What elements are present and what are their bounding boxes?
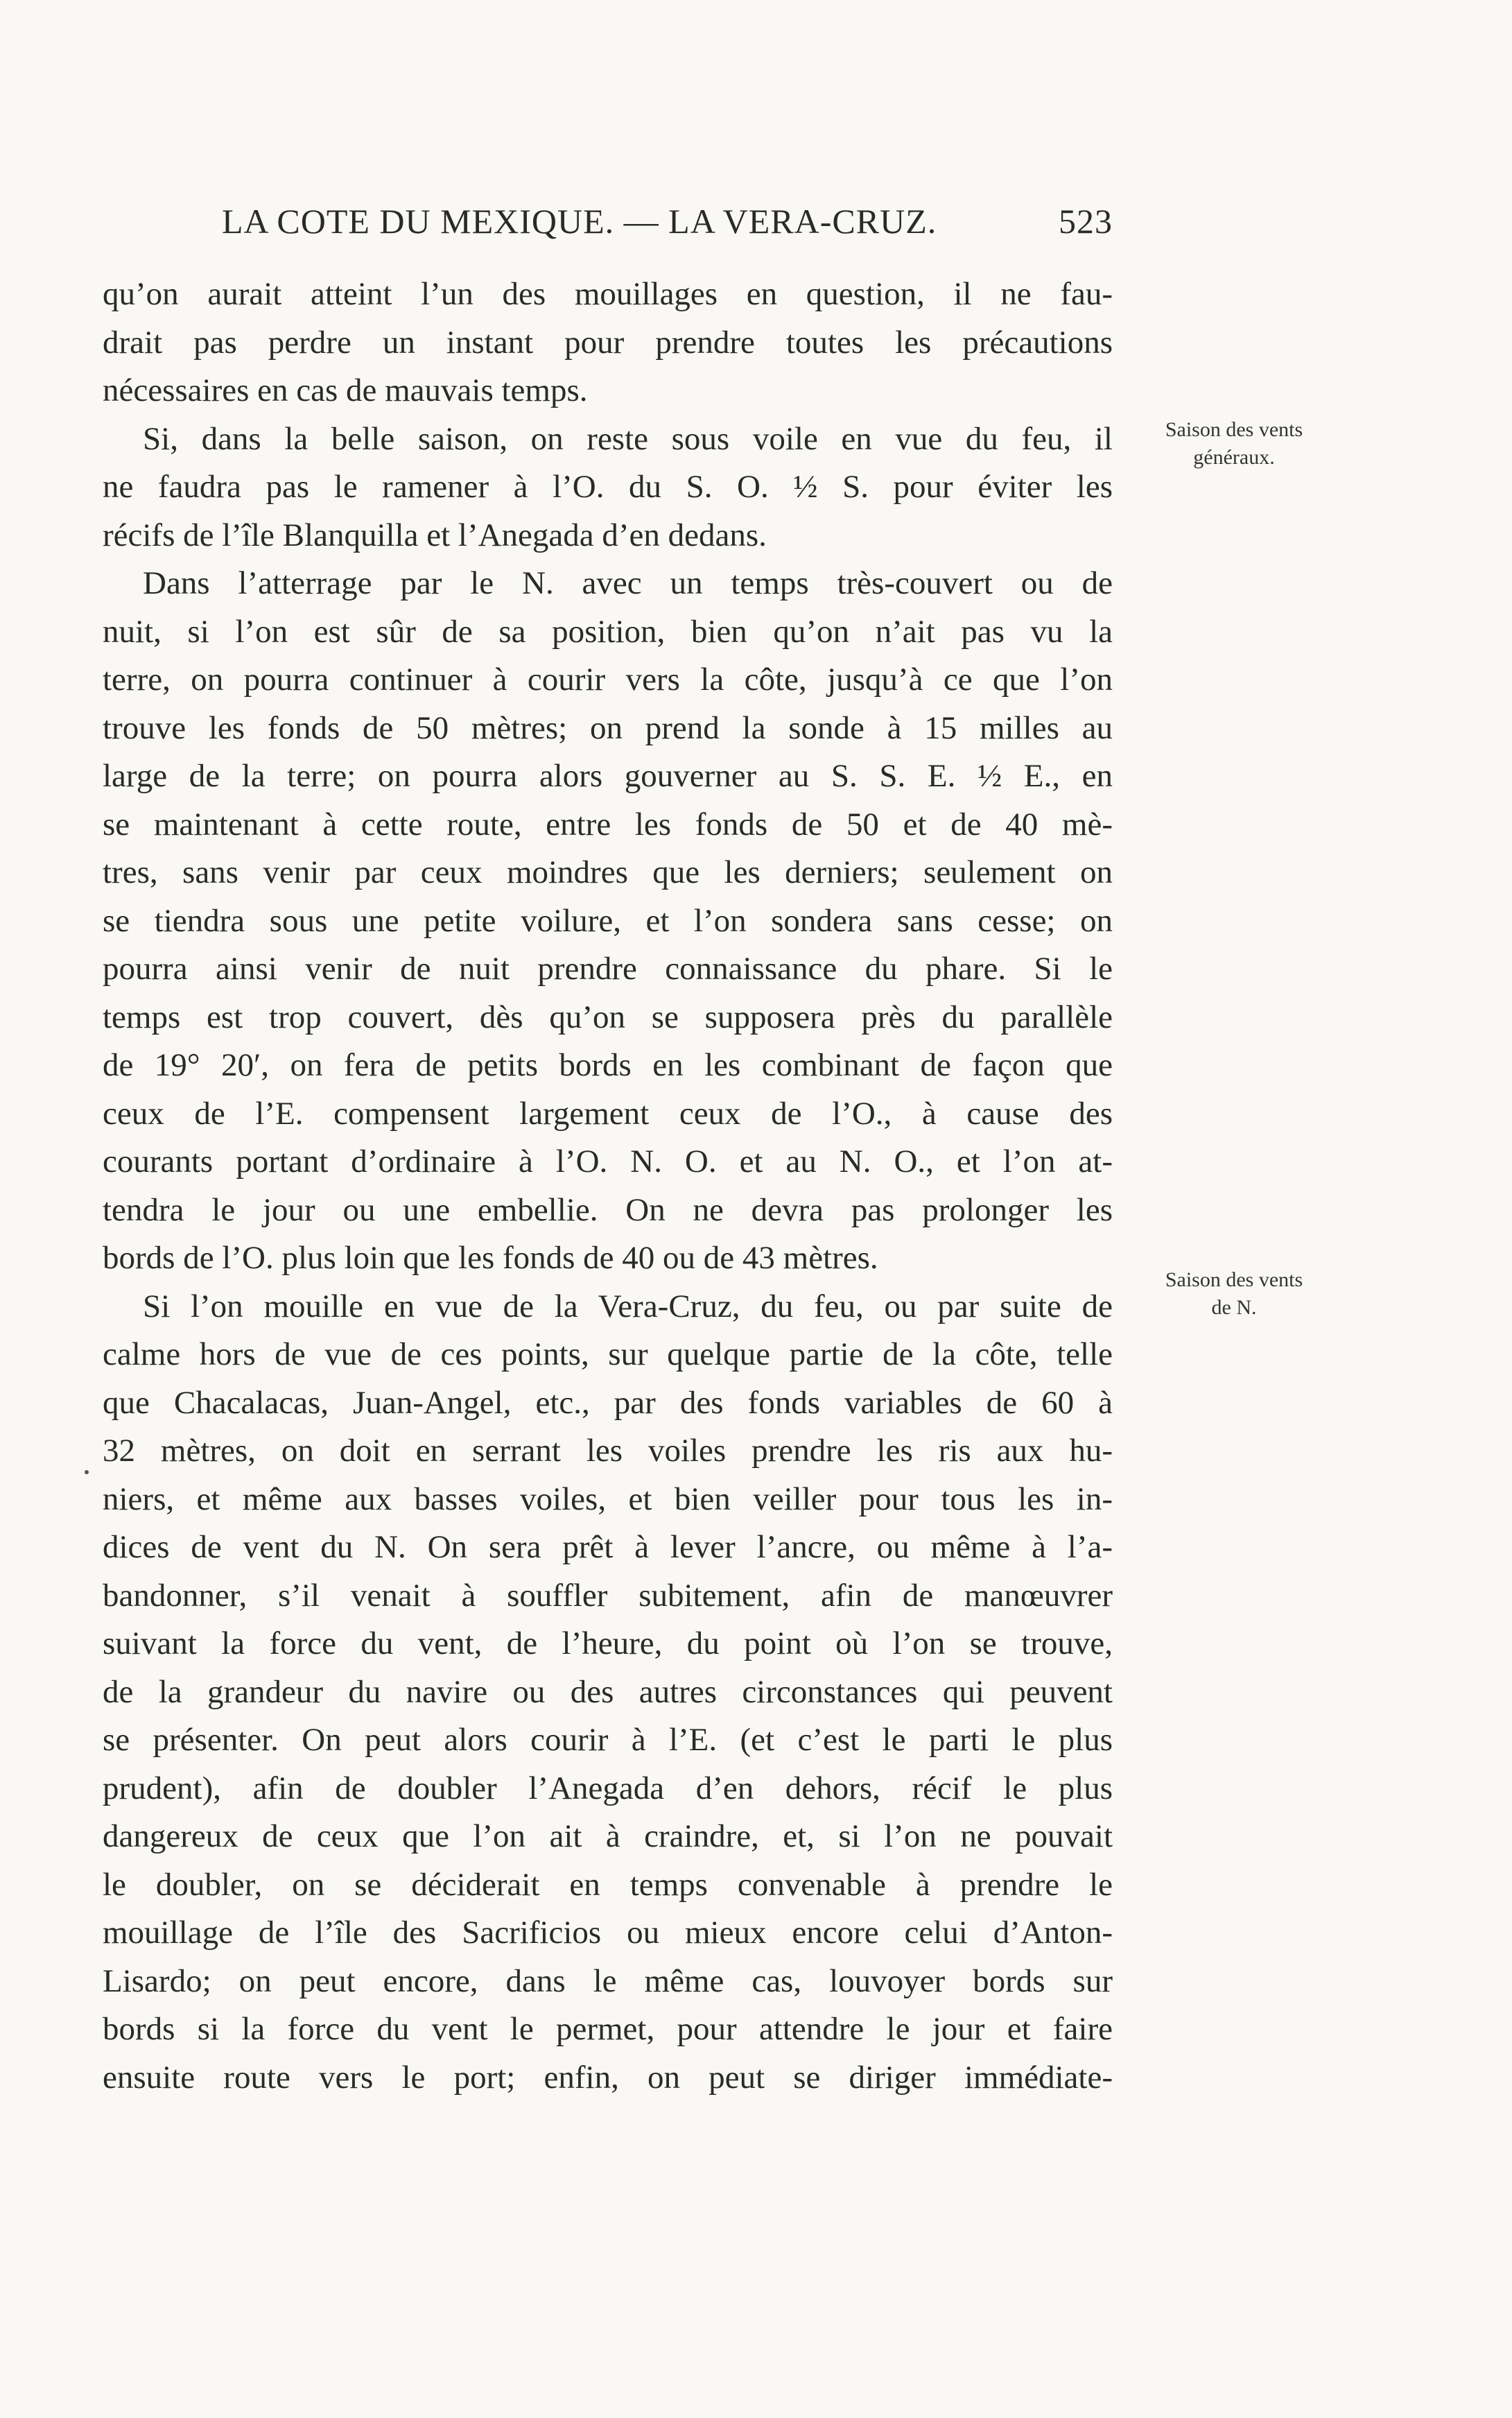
text-line: de 19° 20′, on fera de petits bords en les combinant de façon que bbox=[103, 1047, 1113, 1083]
text-line: calme hors de vue de ces points, sur quelque partie de la côte, telle bbox=[103, 1336, 1113, 1372]
text-line: 32 mètres, on doit en serrant les voiles prendre les ris aux hu- bbox=[103, 1433, 1113, 1469]
text-line: bords de l’O. plus loin que les fonds de 40 ou de 43 mètres. bbox=[103, 1240, 878, 1276]
text-line: dices de vent du N. On sera prêt à lever l’ancre, ou même à l’a- bbox=[103, 1529, 1113, 1565]
text-line: Dans l’atterrage par le N. avec un temps très-couvert ou de bbox=[143, 565, 1113, 601]
margin-note bbox=[1130, 416, 1338, 472]
margin-note-line: généraux. bbox=[1193, 446, 1275, 469]
text-line: temps est trop couvert, dès qu’on se supposera près du parallèle bbox=[103, 999, 1113, 1035]
text-line: se tiendra sous une petite voilure, et l’on sondera sans cesse; on bbox=[103, 902, 1113, 939]
text-line: tendra le jour ou une embellie. On ne devra pas prolonger les bbox=[103, 1191, 1113, 1228]
text-line: terre, on pourra continuer à courir vers la côte, jusqu’à ce que l’on bbox=[103, 662, 1113, 698]
text-line: ne faudra pas le ramener à l’O. du S. O. ½ S. pour éviter les bbox=[103, 469, 1113, 505]
margin-note-line: Saison des vents bbox=[1165, 418, 1303, 441]
text-line: le doubler, on se déciderait en temps convenable à prendre le bbox=[103, 1866, 1113, 1903]
running-head bbox=[222, 201, 1113, 250]
text-line: dangereux de ceux que l’on ait à craindre, et, si l’on ne pouvait bbox=[103, 1818, 1113, 1854]
text-line: se présenter. On peut alors courir à l’E. (et c’est le parti le plus bbox=[103, 1722, 1113, 1758]
ink-speck bbox=[85, 1470, 89, 1474]
text-line: pourra ainsi venir de nuit prendre connaissance du phare. Si le bbox=[103, 951, 1113, 987]
page-number: 523 bbox=[1059, 202, 1113, 241]
text-line: bords si la force du vent le permet, pour attendre le jour et faire bbox=[103, 2011, 1113, 2047]
text-line: ceux de l’E. compensent largement ceux de l’O., à cause des bbox=[103, 1095, 1113, 1132]
text-line: mouillage de l’île des Sacrificios ou mieux encore celui d’Anton- bbox=[103, 1915, 1113, 1951]
text-line: récifs de l’île Blanquilla et l’Anegada d’en dedans. bbox=[103, 517, 767, 553]
text-line: nuit, si l’on est sûr de sa position, bien qu’on n’ait pas vu la bbox=[103, 613, 1113, 650]
text-line: Lisardo; on peut encore, dans le même cas, louvoyer bords sur bbox=[103, 1962, 1113, 1999]
text-line: drait pas perdre un instant pour prendre toutes les précautions bbox=[103, 324, 1113, 361]
text-line: courants portant d’ordinaire à l’O. N. O. et au N. O., et l’on at- bbox=[103, 1143, 1113, 1180]
text-line: bandonner, s’il venait à souffler subitement, afin de manœuvrer bbox=[103, 1577, 1113, 1614]
margin-note bbox=[1130, 1266, 1338, 1322]
text-line: de la grandeur du navire ou des autres circonstances qui peuvent bbox=[103, 1673, 1113, 1710]
margin-note-line: Saison des vents bbox=[1165, 1268, 1303, 1291]
text-line: prudent), afin de doubler l’Anegada d’en dehors, récif le plus bbox=[103, 1770, 1113, 1806]
text-line: large de la terre; on pourra alors gouverner au S. S. E. ½ E., en bbox=[103, 758, 1113, 794]
margin-note-line: de N. bbox=[1211, 1296, 1257, 1319]
running-title: LA COTE DU MEXIQUE. — LA VERA-CRUZ. bbox=[222, 202, 937, 241]
text-line: trouve les fonds de 50 mètres; on prend la sonde à 15 milles au bbox=[103, 709, 1113, 746]
text-line: que Chacalacas, Juan-Angel, etc., par des fonds variables de 60 à bbox=[103, 1384, 1113, 1421]
body-text bbox=[103, 270, 1113, 2102]
text-line: suivant la force du vent, de l’heure, du point où l’on se trouve, bbox=[103, 1625, 1113, 1661]
text-line: tres, sans venir par ceux moindres que les derniers; seulement on bbox=[103, 854, 1113, 890]
text-line: Si, dans la belle saison, on reste sous voile en vue du feu, il bbox=[143, 420, 1113, 457]
text-line: ensuite route vers le port; enfin, on peut se diriger immédiate- bbox=[103, 2059, 1113, 2096]
text-line: nécessaires en cas de mauvais temps. bbox=[103, 372, 588, 408]
text-line: niers, et même aux basses voiles, et bien veiller pour tous les in- bbox=[103, 1480, 1113, 1517]
text-line: Si l’on mouille en vue de la Vera-Cruz, du feu, ou par suite de bbox=[143, 1288, 1113, 1324]
text-line: qu’on aurait atteint l’un des mouillages en question, il ne fau- bbox=[103, 276, 1113, 312]
text-line: se maintenant à cette route, entre les fonds de 50 et de 40 mè- bbox=[103, 806, 1113, 843]
